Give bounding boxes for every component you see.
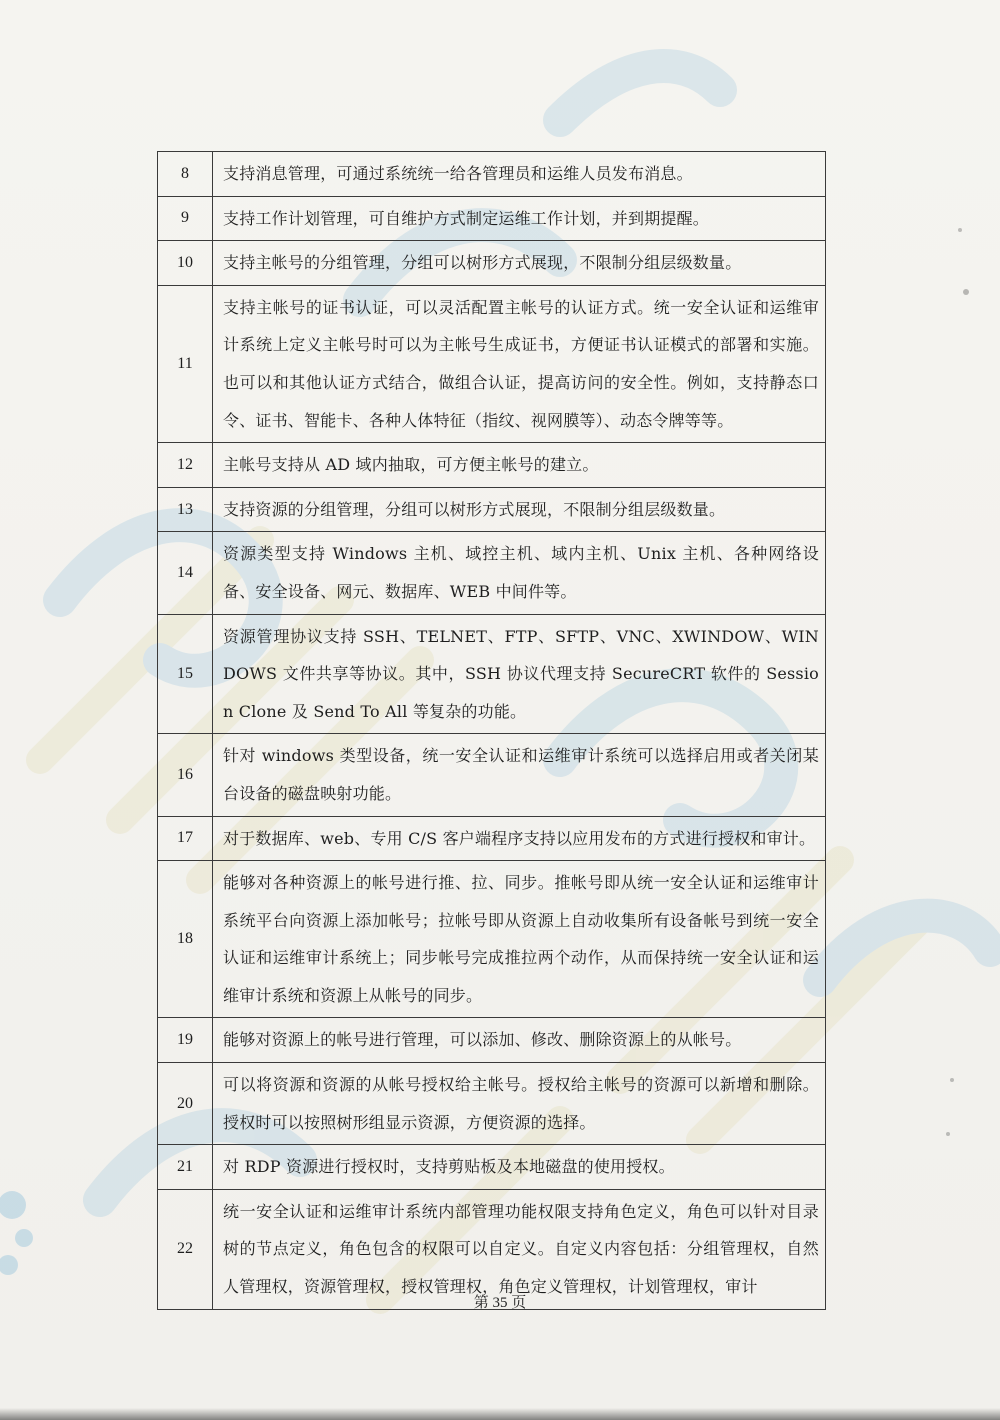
row-text: 支持消息管理，可通过系统统一给各管理员和运维人员发布消息。 xyxy=(213,152,826,197)
row-text: 支持资源的分组管理，分组可以树形方式展现，不限制分组层级数量。 xyxy=(213,487,826,532)
row-text: 资源类型支持 Windows 主机、域控主机、域内主机、Unix 主机、各种网络设备、安全设备、网元、数据库、WEB 中间件等。 xyxy=(213,532,826,614)
row-number: 17 xyxy=(158,816,213,861)
row-text: 针对 windows 类型设备，统一安全认证和运维审计系统可以选择启用或者关闭某台设备的磁盘映射功能。 xyxy=(213,734,826,816)
row-text: 对 RDP 资源进行授权时，支持剪贴板及本地磁盘的使用授权。 xyxy=(213,1145,826,1190)
row-text: 能够对资源上的帐号进行管理，可以添加、修改、删除资源上的从帐号。 xyxy=(213,1018,826,1063)
row-text: 可以将资源和资源的从帐号授权给主帐号。授权给主帐号的资源可以新增和删除。授权时可以按照树形组显示资源，方便资源的选择。 xyxy=(213,1063,826,1145)
row-number: 16 xyxy=(158,734,213,816)
row-number: 8 xyxy=(158,152,213,197)
row-text: 支持主帐号的证书认证，可以灵活配置主帐号的认证方式。统一安全认证和运维审计系统上定义主帐号时可以为主帐号生成证书，方便证书认证模式的部署和实施。也可以和其他认证方式结合，做组合认证，提高访问的安全性。例如，支持静态口令、证书、智能卡、各种人体特征（指纹、视网膜等）、动态令牌等等。 xyxy=(213,285,826,442)
table-row xyxy=(158,1145,826,1190)
row-text: 能够对各种资源上的帐号进行推、拉、同步。推帐号即从统一安全认证和运维审计系统平台向资源上添加帐号；拉帐号即从资源上自动收集所有设备帐号到统一安全认证和运维审计系统上；同步帐号完成推拉两个动作，从而保持统一安全认证和运维审计系统和资源上从帐号的同步。 xyxy=(213,861,826,1018)
row-number: 11 xyxy=(158,285,213,442)
row-number: 10 xyxy=(158,241,213,286)
table-row xyxy=(158,734,826,816)
row-text: 对于数据库、web、专用 C/S 客户端程序支持以应用发布的方式进行授权和审计。 xyxy=(213,816,826,861)
row-number: 20 xyxy=(158,1063,213,1145)
row-number: 15 xyxy=(158,614,213,734)
row-text: 资源管理协议支持 SSH、TELNET、FTP、SFTP、VNC、XWINDOW、WINDOWS 文件共享等协议。其中，SSH 协议代理支持 SecureCRT 软件的 Session Clone 及 Send To All 等复杂的功能。 xyxy=(213,614,826,734)
page-number: 第 35 页 xyxy=(473,1295,527,1311)
table-row xyxy=(158,1063,826,1145)
row-number: 9 xyxy=(158,196,213,241)
row-text: 支持主帐号的分组管理，分组可以树形方式展现，不限制分组层级数量。 xyxy=(213,241,826,286)
row-number: 12 xyxy=(158,443,213,488)
scan-edge xyxy=(0,1408,1000,1420)
table-row xyxy=(158,532,826,614)
table-row xyxy=(158,861,826,1018)
table-row xyxy=(158,1018,826,1063)
row-text: 支持工作计划管理，可自维护方式制定运维工作计划，并到期提醒。 xyxy=(213,196,826,241)
table-row xyxy=(158,443,826,488)
row-number: 13 xyxy=(158,487,213,532)
row-number: 18 xyxy=(158,861,213,1018)
table-row xyxy=(158,487,826,532)
row-text: 主帐号支持从 AD 域内抽取，可方便主帐号的建立。 xyxy=(213,443,826,488)
table-row xyxy=(158,196,826,241)
row-number: 19 xyxy=(158,1018,213,1063)
table-row xyxy=(158,614,826,734)
requirements-table xyxy=(157,151,826,1310)
row-number: 22 xyxy=(158,1189,213,1309)
row-number: 21 xyxy=(158,1145,213,1190)
row-text: 统一安全认证和运维审计系统内部管理功能权限支持角色定义，角色可以针对目录树的节点定义，角色包含的权限可以自定义。自定义内容包括：分组管理权，自然人管理权，资源管理权，授权管理权，角色定义管理权，计划管理权，审计 xyxy=(213,1189,826,1309)
table-row xyxy=(158,152,826,197)
row-number: 14 xyxy=(158,532,213,614)
table-row xyxy=(158,241,826,286)
table-row xyxy=(158,816,826,861)
table-row xyxy=(158,285,826,442)
